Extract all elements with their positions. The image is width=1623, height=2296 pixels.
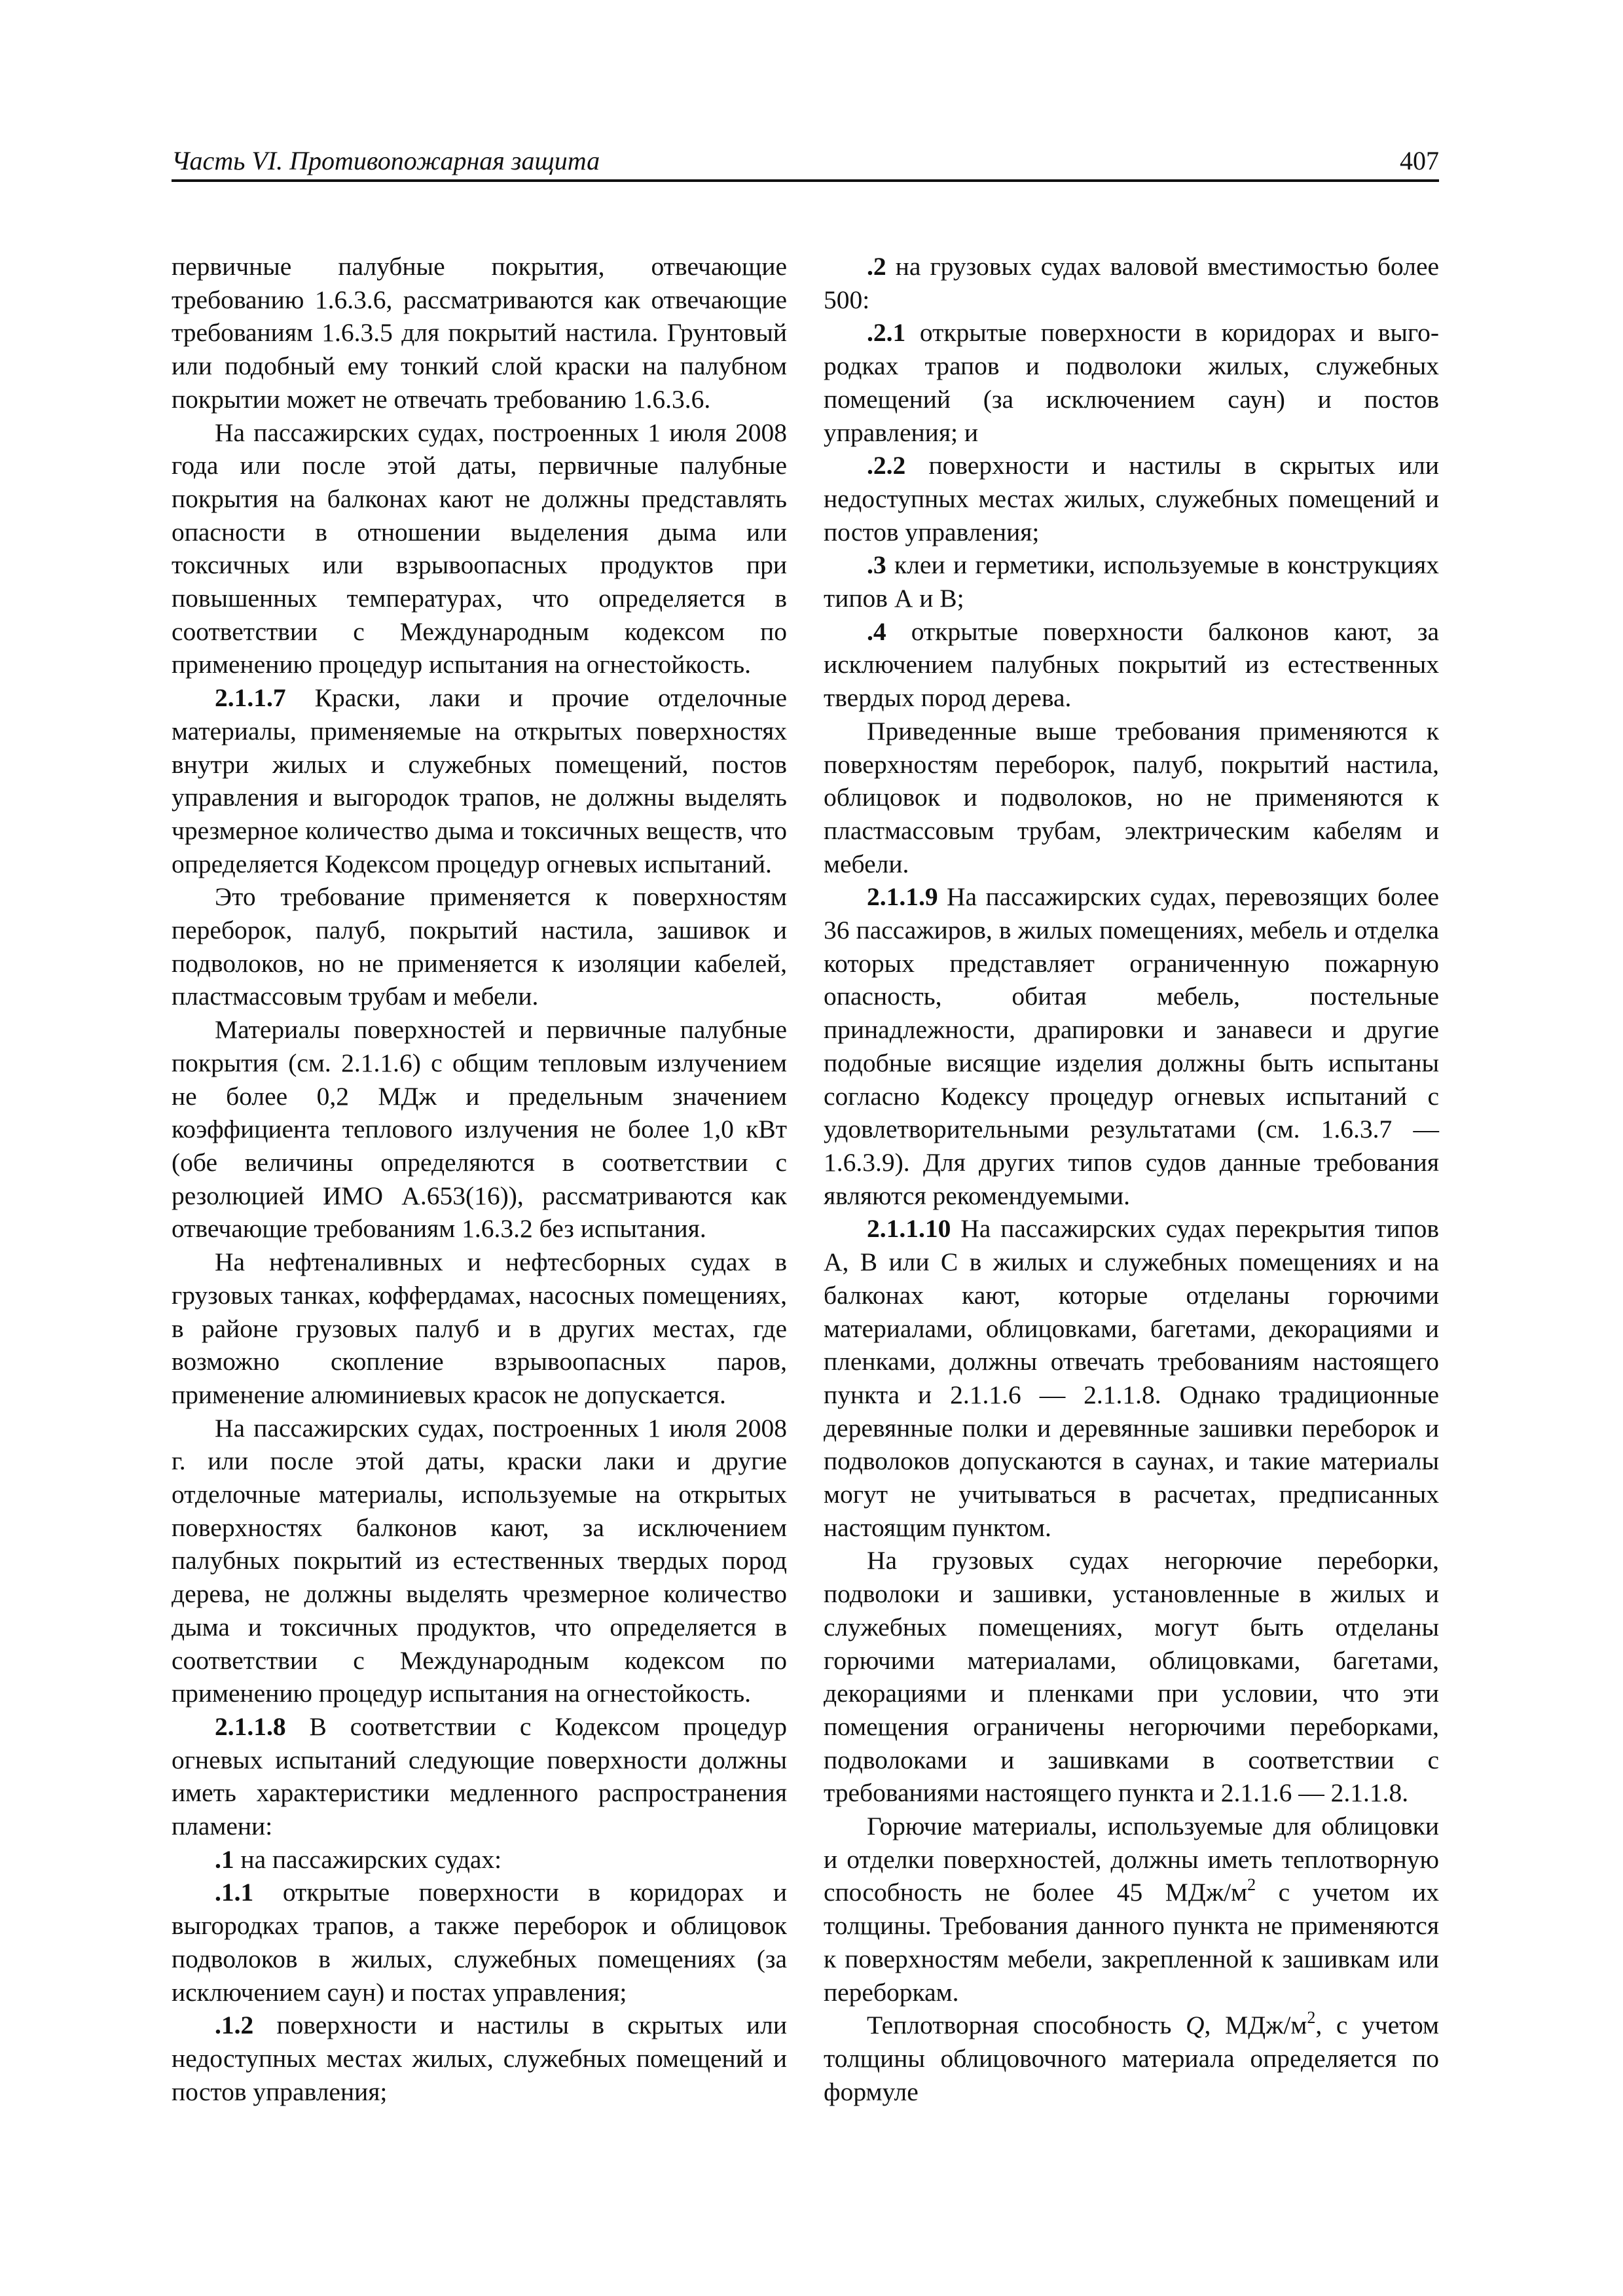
list-item: .2.2 поверхности и настилы в скрытых или недоступных местах жилых, служебных помещений и постов управления;: [824, 451, 1439, 547]
variable-q: Q: [1186, 2011, 1205, 2040]
left-column: [172, 250, 787, 2108]
clause-2-1-1-9: 2.1.1.9 На пассажирских судах, перевозящих более 36 пассажиров, в жилых помещениях, мебель и отделка которых представляет ограниченную пожарную опасность, обитая мебель, постельные принадлежности, драпировки и занавеси и другие подобные висящие изделия должны быть испытаны согласно Кодексу процедур огневых испытаний с удовлетворительными результатами (см. 1.6.3.7 — 1.6.3.9). Для других типов судов данные требования являются рекомендуемыми.: [824, 882, 1440, 1210]
clause-number: 2.1.1.9: [867, 882, 938, 912]
paragraph: На нефтеналивных и нефтесборных судах в грузовых танках, коффердамах, насосных помещениях, в районе грузовых палуб и в других местах, где возможно скопление взрывоопасных паров, применение алюминиевых красок не допускается.: [172, 1247, 787, 1409]
paragraph: Это требование применяется к поверхностям переборок, палуб, покрытий настила, зашивок и подволоков, но не применяется к изоляции кабелей, пластмассовым трубам и мебели.: [172, 882, 787, 1011]
item-number: .3: [867, 550, 886, 580]
clause-number: 2.1.1.8: [215, 1712, 286, 1741]
list-item: .3 клеи и герметики, используемые в конструкциях типов А и В;: [824, 550, 1439, 613]
list-item: .4 открытые поверхности балконов кают, за исключением палубных покрытий из естественных твердых пород дерева.: [824, 617, 1440, 713]
clause-number: 2.1.1.7: [215, 683, 286, 713]
item-number: .1.1: [215, 1878, 254, 1907]
item-number: .2.2: [867, 451, 906, 480]
page-header: [172, 147, 1439, 182]
item-number: .4: [867, 617, 886, 646]
right-column: [824, 250, 1439, 2108]
page-number: 407: [1400, 146, 1439, 175]
item-number: .1.2: [215, 2011, 254, 2040]
paragraph: На пассажирских судах, построенных 1 июля 2008 г. или после этой даты, краски лаки и другие отделочные материалы, используемые на открытых поверхностях балконов кают, за исключением палубных покрытий из естественных твердых пород дерева, не должны выделять чрезмерное количество дыма и токсичных продуктов, что определяется в соответствии с Международным кодексом по применению процедур испытания на огнестойкость.: [172, 1413, 787, 1708]
clause-number: 2.1.1.10: [867, 1214, 951, 1244]
list-item: .1.2 поверхности и настилы в скрытых или недоступных местах жилых, служебных помещений и постов управления;: [172, 2011, 787, 2106]
clause-2-1-1-10: 2.1.1.10 На пассажирских судах перекрытия типов А, В или С в жилых и служебных помещениях и на балконах кают, которые отделаны горючими материалами, облицовками, багетами, декорациями и пленками, должны отвечать требованиям настоящего пункта и 2.1.1.6 — 2.1.1.8. Однако традиционные деревянные полки и деревянные зашивки переборок и подволоков допускаются в саунах, и такие материалы могут не учитываться в расчетах, предписанных настоящим пунктом.: [824, 1214, 1439, 1542]
paragraph: На грузовых судах негорючие переборки, подволоки и зашивки, установленные в жилых и служебных помещениях, могут быть отделаны горючими материалами, облицовками, багетами, декорациями и пленками при условии, что эти помещения ограничены негорючими переборками, подволоками и зашивками в соответствии с требованиями настоящего пункта и 2.1.1.6 — 2.1.1.8.: [824, 1546, 1439, 1808]
running-title: Часть VI. Противопожарная защита: [172, 146, 600, 175]
clause-2-1-1-8: 2.1.1.8 В соответствии с Кодексом процедур огневых испытаний следующие поверхности должны иметь характеристики медленного распространения пламени:: [172, 1712, 788, 1841]
paragraph: На пассажирских судах, построенных 1 июля 2008 года или после этой даты, первичные палубные покрытия на балконах кают не должны представлять опасности в отношении выделения дыма или токсичных или взрывоопасных продуктов при повышенных температурах, что определяется в соответствии с Международным кодексом по применению процедур испытания на огнестойкость.: [172, 418, 787, 679]
item-number: .2.1: [867, 318, 906, 348]
superscript: 2: [1307, 2008, 1316, 2028]
superscript: 2: [1247, 1875, 1256, 1895]
item-number: .2: [867, 252, 886, 281]
list-item: .2.1 открытые поверхности в коридорах и выгородках трапов и подволоки жилых, служебных помещений (за исключением саун) и постов управления; и: [824, 318, 1440, 447]
paragraph: Горючие материалы, используемые для облицовки и отделки поверхностей, должны иметь теплотворную способность не более 45 МДж/$м^2$ с учетом их толщины. Требования данного пункта не применяются к поверхностям мебели, закрепленной к зашивкам или переборкам.: [824, 1812, 1439, 2007]
paragraph: первичные палубные покрытия, отвечающие требованию 1.6.3.6, рассматриваются как отвечающие требованиям 1.6.3.5 для покрытий настила. Грунтовый или подобный ему тонкий слой краски на палубном покрытии может не отвечать требованию 1.6.3.6.: [172, 252, 787, 414]
list-item: .1.1 открытые поверхности в коридорах и выгородках трапов, а также переборок и облицовок подволоков в жилых, служебных помещениях (за исключением саун) и постах управления;: [172, 1878, 787, 2007]
list-item: .2 на грузовых судах валовой вместимостью более 500:: [824, 252, 1440, 314]
paragraph: Материалы поверхностей и первичные палубные покрытия (см. 2.1.1.6) с общим тепловым излучением не более 0,2 МДж и предельным значением коэффициента теплового излучения не более 1,0 кВт (обе величины определяются в соответствии с резолюцией ИМО А.653(16)), рассматриваются как отвечающие требованиям 1.6.3.2 без испытания.: [172, 1015, 787, 1244]
paragraph: Приведенные выше требования применяются к поверхностям переборок, палуб, покрытий настила, облицовок и подволоков, но не применяются к пластмассовым трубам, электрическим кабелям и мебели.: [824, 716, 1439, 878]
list-item: .1 на пассажирских судах:: [215, 1844, 502, 1874]
item-number: .1: [215, 1844, 234, 1874]
clause-2-1-1-7: 2.1.1.7 Краски, лаки и прочие отделочные материалы, применяемые на открытых поверхностях внутри жилых и служебных помещений, постов управления и выгородок трапов, не должны выделять чрезмерное количество дыма и токсичных веществ, что определяется Кодексом процедур огневых испытаний.: [172, 683, 788, 878]
paragraph: Теплотворная способность Q, МДж/$м^2$, с учетом толщины облицовочного материала определяется по формуле: [824, 2008, 1439, 2106]
